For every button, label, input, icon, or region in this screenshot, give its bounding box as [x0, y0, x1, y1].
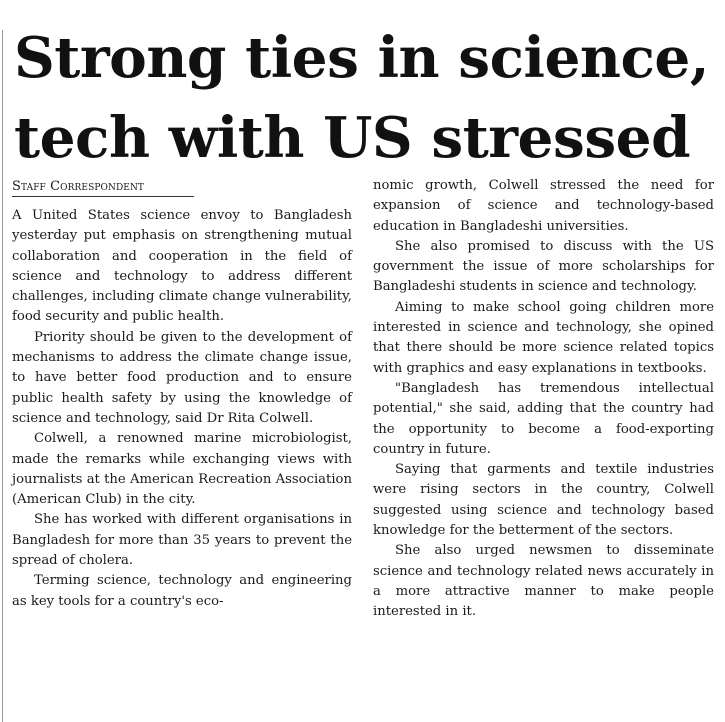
- paragraph: She also promised to discuss with the US government the issue of more scholarships for Bangladeshi students in science and technology.: [373, 238, 714, 295]
- page-edge-rule: [2, 30, 3, 722]
- paragraph: "Bangladesh has tremendous intellectual potential," she said, adding that the country had the opportunity to become a food-exporting country in future.: [373, 380, 714, 457]
- paragraph: She has worked with different organisations in Bangladesh for more than 35 years to prevent the spread of cholera.: [12, 512, 352, 569]
- paragraph: Terming science, technology and engineering as key tools for a country's eco-: [12, 573, 352, 609]
- paragraph: A United States science envoy to Bangladesh yesterday put emphasis on strengthening mutual collaboration and cooperation in the field of science and technology to address different challenges, including climate change vulnerability, food security and public health.: [12, 208, 352, 325]
- headline: [14, 18, 719, 178]
- paragraph: Priority should be given to the development of mechanisms to address the climate change issue, to have better food production and to ensure public health safety by using the knowledge of science and technology, said Dr Rita Colwell.: [12, 329, 352, 426]
- article-column-right: [373, 176, 714, 623]
- paragraph: Saying that garments and textile industries were rising sectors in the country, Colwell suggested using science and technology based knowledge for the betterment of the sectors.: [373, 462, 714, 539]
- paragraph: She also urged newsmen to disseminate science and technology related news accurately in a more attractive manner to make people interested in it.: [373, 543, 714, 620]
- paragraph: Aiming to make school going children more interested in science and technology, she opined that there should be more science related topics with graphics and easy explanations in textbooks.: [373, 299, 714, 376]
- paragraph: Colwell, a renowned marine microbiologist, made the remarks while exchanging views with journalists at the American Recreation Association (American Club) in the city.: [12, 431, 352, 508]
- article-column-left: [12, 206, 352, 612]
- headline-line-1: Strong ties in science,: [14, 25, 710, 91]
- paragraph-continued: nomic growth, Colwell stressed the need for expansion of science and technology-based education in Bangladeshi universities.: [373, 178, 714, 234]
- headline-line-2: tech with US stressed: [14, 105, 691, 171]
- byline: Staff Correspondent: [12, 179, 194, 197]
